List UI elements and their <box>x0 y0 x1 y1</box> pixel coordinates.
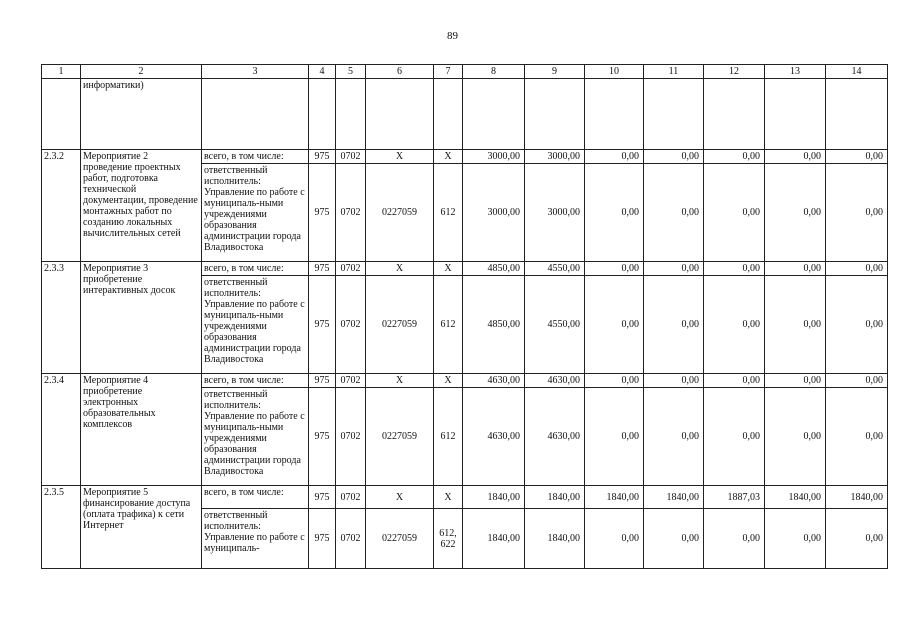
table-cell: 3000,00 <box>525 150 585 164</box>
table-cell: 612, 622 <box>434 509 463 569</box>
table-cell: 4550,00 <box>525 276 585 374</box>
continuation-row <box>42 79 888 150</box>
table-cell: 612 <box>434 276 463 374</box>
measure-code: 2.3.2 <box>42 150 81 262</box>
measure-title: Мероприятие 5 финансирование доступа (оплата трафика) к сети Интернет <box>81 486 202 569</box>
column-header: 5 <box>336 65 366 79</box>
column-header: 14 <box>826 65 888 79</box>
measure-title: Мероприятие 3 приобретение интерактивных досок <box>81 262 202 374</box>
total-label: всего, в том числе: <box>202 150 309 164</box>
executor-label: ответственный исполнитель: Управление по работе с муниципаль-ными учреждениями образования администрации города Владивостока <box>202 388 309 486</box>
table-cell: 1840,00 <box>644 486 704 509</box>
column-header: 7 <box>434 65 463 79</box>
table-cell: 0227059 <box>366 388 434 486</box>
table-cell: 0,00 <box>826 276 888 374</box>
table-cell: 1840,00 <box>765 486 826 509</box>
table-cell <box>42 79 81 150</box>
table-cell: 0,00 <box>585 262 644 276</box>
table-cell <box>336 79 366 150</box>
table-cell: 4850,00 <box>463 276 525 374</box>
column-header: 9 <box>525 65 585 79</box>
table-cell: 975 <box>309 374 336 388</box>
measure-total-row <box>42 150 888 164</box>
measure-code: 2.3.5 <box>42 486 81 569</box>
table-cell: 0,00 <box>585 164 644 262</box>
table-cell: 975 <box>309 262 336 276</box>
table-cell: 0,00 <box>765 164 826 262</box>
table-cell: 0,00 <box>644 374 704 388</box>
table-cell <box>765 79 826 150</box>
table-cell: 1840,00 <box>525 486 585 509</box>
table-cell: 0,00 <box>704 164 765 262</box>
table-cell: 0227059 <box>366 276 434 374</box>
table-cell: 0,00 <box>644 150 704 164</box>
table-cell: 975 <box>309 276 336 374</box>
table-cell: 0702 <box>336 164 366 262</box>
table-cell: 0,00 <box>644 164 704 262</box>
table-cell: X <box>434 374 463 388</box>
budget-table <box>41 64 888 569</box>
table-cell: X <box>366 374 434 388</box>
table-cell: 0,00 <box>826 509 888 569</box>
table-cell: 0,00 <box>765 150 826 164</box>
table-cell: X <box>366 262 434 276</box>
table-cell: 1840,00 <box>463 486 525 509</box>
table-cell: 4850,00 <box>463 262 525 276</box>
table-cell: 0,00 <box>585 388 644 486</box>
table-cell: 0702 <box>336 486 366 509</box>
table-cell: 0702 <box>336 262 366 276</box>
table-cell: 0,00 <box>585 374 644 388</box>
column-header: 2 <box>81 65 202 79</box>
table-cell: 0702 <box>336 276 366 374</box>
table-cell <box>525 79 585 150</box>
table-cell: 975 <box>309 388 336 486</box>
table-cell: 0,00 <box>644 276 704 374</box>
column-header: 13 <box>765 65 826 79</box>
page-number: 89 <box>447 30 458 42</box>
executor-label: ответственный исполнитель: Управление по работе с муниципаль- <box>202 509 309 569</box>
executor-label: ответственный исполнитель: Управление по работе с муниципаль-ными учреждениями образования администрации города Владивостока <box>202 164 309 262</box>
column-header: 8 <box>463 65 525 79</box>
column-header: 4 <box>309 65 336 79</box>
table-cell: 0,00 <box>826 262 888 276</box>
table-cell <box>644 79 704 150</box>
table-cell: 0702 <box>336 509 366 569</box>
column-number-row <box>42 65 888 79</box>
table-cell: 0,00 <box>765 509 826 569</box>
table-cell: 0,00 <box>765 374 826 388</box>
table-cell: 1887,03 <box>704 486 765 509</box>
table-cell <box>309 79 336 150</box>
column-header: 3 <box>202 65 309 79</box>
table-cell: X <box>434 486 463 509</box>
column-header: 1 <box>42 65 81 79</box>
total-label: всего, в том числе: <box>202 486 309 509</box>
table-cell: 1840,00 <box>826 486 888 509</box>
table-cell <box>463 79 525 150</box>
column-header: 10 <box>585 65 644 79</box>
total-label: всего, в том числе: <box>202 374 309 388</box>
table-cell: 1840,00 <box>463 509 525 569</box>
table-cell: 975 <box>309 509 336 569</box>
measure-total-row <box>42 374 888 388</box>
table-cell: 0702 <box>336 388 366 486</box>
table-cell: 0,00 <box>585 150 644 164</box>
column-header: 6 <box>366 65 434 79</box>
table-cell: 0,00 <box>765 388 826 486</box>
measure-title: Мероприятие 4 приобретение электронных образовательных комплексов <box>81 374 202 486</box>
table-cell: 0,00 <box>644 388 704 486</box>
table-cell: 0,00 <box>704 150 765 164</box>
table-cell: 0,00 <box>826 388 888 486</box>
table-cell: 0,00 <box>585 276 644 374</box>
table-cell: 0,00 <box>704 374 765 388</box>
table-cell: 0702 <box>336 150 366 164</box>
measure-title: Мероприятие 2 проведение проектных работ, подготовка технической документации, проведение монтажных работ по созданию локальных вычислительных сетей <box>81 150 202 262</box>
table-cell: 975 <box>309 164 336 262</box>
table-cell: 0702 <box>336 374 366 388</box>
table-cell: 0,00 <box>765 262 826 276</box>
table-cell <box>202 79 309 150</box>
table-cell: 975 <box>309 486 336 509</box>
table-cell <box>826 79 888 150</box>
table-cell: 0,00 <box>585 509 644 569</box>
measure-total-row <box>42 486 888 509</box>
table-cell: 0,00 <box>644 509 704 569</box>
table-cell: X <box>366 150 434 164</box>
total-label: всего, в том числе: <box>202 262 309 276</box>
table-cell: 0,00 <box>765 276 826 374</box>
table-cell: 0,00 <box>704 276 765 374</box>
column-header: 12 <box>704 65 765 79</box>
table-cell: 612 <box>434 164 463 262</box>
table-cell: 0,00 <box>704 388 765 486</box>
table-cell: 0227059 <box>366 509 434 569</box>
table-cell: 4630,00 <box>463 374 525 388</box>
table-cell: 4550,00 <box>525 262 585 276</box>
continuation-text: информатики) <box>81 79 202 150</box>
table-cell: 0,00 <box>826 164 888 262</box>
table-cell: 0,00 <box>826 374 888 388</box>
table-cell <box>366 79 434 150</box>
table-cell: 3000,00 <box>525 164 585 262</box>
table-cell: X <box>434 150 463 164</box>
measure-code: 2.3.3 <box>42 262 81 374</box>
measure-code: 2.3.4 <box>42 374 81 486</box>
table-cell: 3000,00 <box>463 164 525 262</box>
table-cell: 0227059 <box>366 164 434 262</box>
table-cell: 4630,00 <box>525 374 585 388</box>
table-cell: 3000,00 <box>463 150 525 164</box>
table-cell: X <box>366 486 434 509</box>
table-cell: 0,00 <box>644 262 704 276</box>
executor-label: ответственный исполнитель: Управление по работе с муниципаль-ными учреждениями образования администрации города Владивостока <box>202 276 309 374</box>
table-cell: 1840,00 <box>525 509 585 569</box>
table-cell: 1840,00 <box>585 486 644 509</box>
table-cell <box>704 79 765 150</box>
table-cell: 0,00 <box>704 262 765 276</box>
table-cell: 4630,00 <box>463 388 525 486</box>
table-cell: 0,00 <box>826 150 888 164</box>
table-cell: 0,00 <box>704 509 765 569</box>
table-cell <box>585 79 644 150</box>
measure-total-row <box>42 262 888 276</box>
table-cell: 4630,00 <box>525 388 585 486</box>
table-cell: 612 <box>434 388 463 486</box>
table-cell: X <box>434 262 463 276</box>
table-cell <box>434 79 463 150</box>
column-header: 11 <box>644 65 704 79</box>
table-cell: 975 <box>309 150 336 164</box>
